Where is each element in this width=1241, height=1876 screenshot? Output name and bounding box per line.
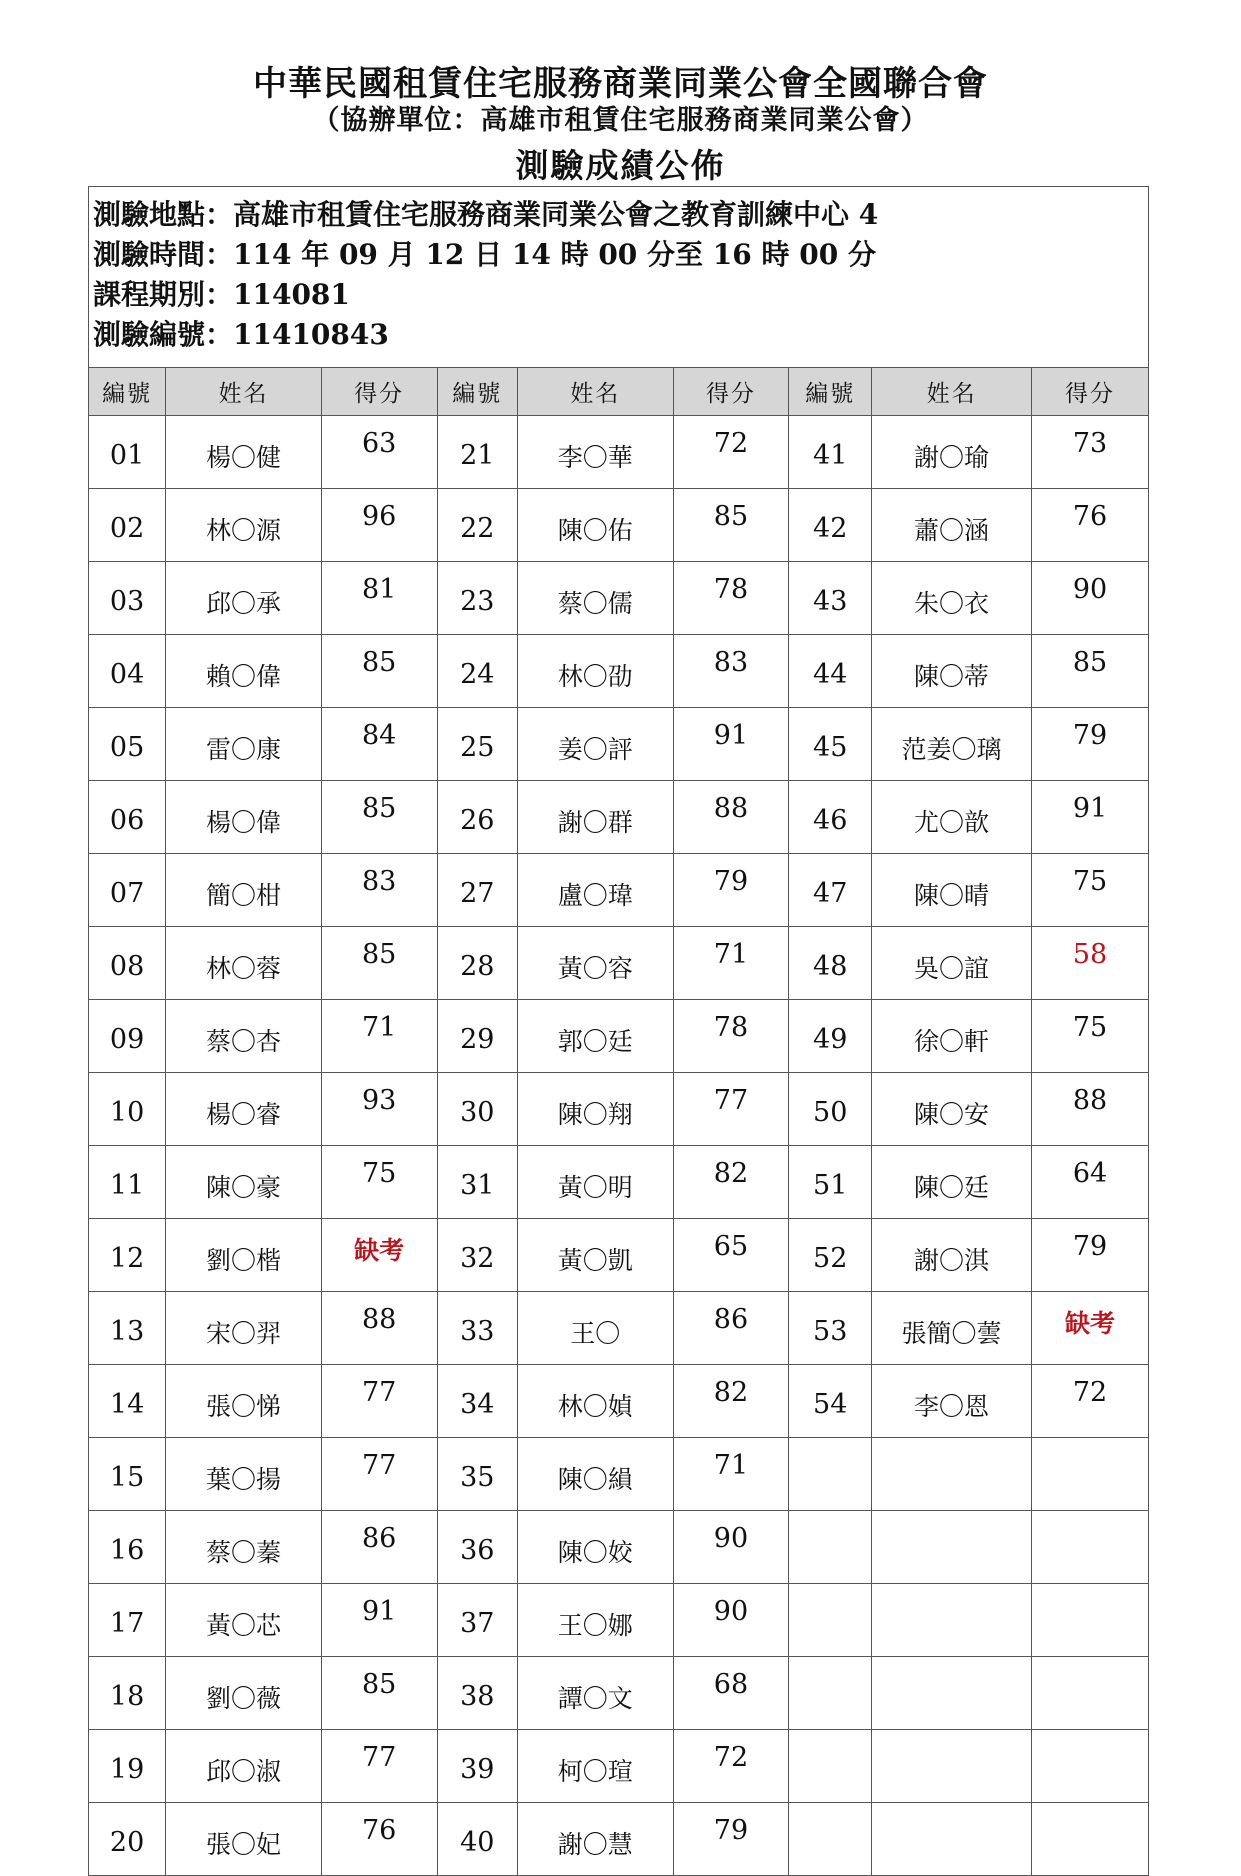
student-name: 劉〇楷 — [166, 1219, 322, 1292]
column-header: 得分 — [673, 368, 789, 416]
student-score: 71 — [673, 1438, 789, 1511]
student-score: 64 — [1032, 1146, 1149, 1219]
student-number: 05 — [89, 708, 166, 781]
student-name: 王〇 — [518, 1292, 674, 1365]
student-name: 李〇華 — [518, 416, 674, 489]
student-score: 58 — [1032, 927, 1149, 1000]
table-header-row — [89, 368, 1149, 416]
column-header: 姓名 — [166, 368, 322, 416]
student-number: 48 — [789, 927, 872, 1000]
student-score: 90 — [673, 1584, 789, 1657]
table-row — [89, 781, 1149, 854]
student-number: 41 — [789, 416, 872, 489]
student-score: 79 — [673, 854, 789, 927]
student-name: 楊〇偉 — [166, 781, 322, 854]
table-row — [89, 1803, 1149, 1876]
student-name: 徐〇軒 — [872, 1000, 1032, 1073]
student-score: 91 — [1032, 781, 1149, 854]
student-score: 72 — [1032, 1365, 1149, 1438]
student-number: 11 — [89, 1146, 166, 1219]
student-number: 54 — [789, 1365, 872, 1438]
student-score: 85 — [321, 781, 437, 854]
empty-cell — [872, 1730, 1032, 1803]
student-score: 90 — [673, 1511, 789, 1584]
student-score: 81 — [321, 562, 437, 635]
student-name: 謝〇群 — [518, 781, 674, 854]
student-number: 24 — [437, 635, 518, 708]
student-score: 77 — [321, 1730, 437, 1803]
empty-cell — [872, 1511, 1032, 1584]
student-name: 蔡〇蓁 — [166, 1511, 322, 1584]
empty-cell — [789, 1584, 872, 1657]
student-name: 張〇悌 — [166, 1365, 322, 1438]
student-score: 75 — [1032, 854, 1149, 927]
student-number: 43 — [789, 562, 872, 635]
student-number: 47 — [789, 854, 872, 927]
student-score: 79 — [1032, 708, 1149, 781]
student-number: 32 — [437, 1219, 518, 1292]
exam-time: 測驗時間：114 年 09 月 12 日 14 時 00 分至 16 時 00 分 — [93, 238, 876, 271]
student-number: 20 — [89, 1803, 166, 1876]
student-name: 楊〇健 — [166, 416, 322, 489]
student-score: 91 — [673, 708, 789, 781]
student-score: 63 — [321, 416, 437, 489]
student-score: 75 — [1032, 1000, 1149, 1073]
student-score: 72 — [673, 416, 789, 489]
student-number: 37 — [437, 1584, 518, 1657]
student-score: 78 — [673, 1000, 789, 1073]
student-number: 50 — [789, 1073, 872, 1146]
student-number: 29 — [437, 1000, 518, 1073]
exam-location: 測驗地點：高雄市租賃住宅服務商業同業公會之教育訓練中心 4 — [93, 198, 879, 231]
student-name: 邱〇承 — [166, 562, 322, 635]
student-number: 15 — [89, 1438, 166, 1511]
student-score: 79 — [673, 1803, 789, 1876]
student-name: 賴〇偉 — [166, 635, 322, 708]
table-row — [89, 1365, 1149, 1438]
score-table — [88, 367, 1149, 1876]
student-number: 51 — [789, 1146, 872, 1219]
course-period: 課程期別：114081 — [93, 278, 350, 311]
student-score: 96 — [321, 489, 437, 562]
student-score: 73 — [1032, 416, 1149, 489]
student-name: 陳〇安 — [872, 1073, 1032, 1146]
student-name: 宋〇羿 — [166, 1292, 322, 1365]
student-name: 柯〇瑄 — [518, 1730, 674, 1803]
table-row — [89, 708, 1149, 781]
student-score: 85 — [673, 489, 789, 562]
empty-cell — [789, 1730, 872, 1803]
student-name: 謝〇慧 — [518, 1803, 674, 1876]
student-name: 陳〇縜 — [518, 1438, 674, 1511]
student-number: 34 — [437, 1365, 518, 1438]
student-number: 19 — [89, 1730, 166, 1803]
student-number: 18 — [89, 1657, 166, 1730]
student-name: 范姜〇璃 — [872, 708, 1032, 781]
student-number: 23 — [437, 562, 518, 635]
table-row — [89, 635, 1149, 708]
table-row — [89, 1146, 1149, 1219]
student-number: 53 — [789, 1292, 872, 1365]
empty-cell — [789, 1657, 872, 1730]
student-name: 謝〇瑜 — [872, 416, 1032, 489]
table-row — [89, 1657, 1149, 1730]
table-row — [89, 927, 1149, 1000]
student-score: 72 — [673, 1730, 789, 1803]
column-header: 編號 — [789, 368, 872, 416]
student-name: 林〇源 — [166, 489, 322, 562]
student-name: 楊〇睿 — [166, 1073, 322, 1146]
student-score: 71 — [321, 1000, 437, 1073]
student-score: 84 — [321, 708, 437, 781]
student-number: 21 — [437, 416, 518, 489]
student-name: 張簡〇蕓 — [872, 1292, 1032, 1365]
empty-cell — [1032, 1657, 1149, 1730]
student-score: 76 — [1032, 489, 1149, 562]
student-name: 王〇娜 — [518, 1584, 674, 1657]
student-number: 03 — [89, 562, 166, 635]
student-name: 黃〇凱 — [518, 1219, 674, 1292]
student-score: 86 — [673, 1292, 789, 1365]
student-score: 91 — [321, 1584, 437, 1657]
student-number: 26 — [437, 781, 518, 854]
student-number: 45 — [789, 708, 872, 781]
student-name: 黃〇容 — [518, 927, 674, 1000]
student-score: 79 — [1032, 1219, 1149, 1292]
student-score: 75 — [321, 1146, 437, 1219]
column-header: 編號 — [437, 368, 518, 416]
student-name: 陳〇姣 — [518, 1511, 674, 1584]
student-number: 08 — [89, 927, 166, 1000]
student-name: 葉〇揚 — [166, 1438, 322, 1511]
table-row — [89, 416, 1149, 489]
student-name: 陳〇豪 — [166, 1146, 322, 1219]
column-header: 姓名 — [872, 368, 1032, 416]
student-number: 06 — [89, 781, 166, 854]
student-name: 張〇妃 — [166, 1803, 322, 1876]
empty-cell — [789, 1511, 872, 1584]
student-name: 邱〇淑 — [166, 1730, 322, 1803]
document-title: 中華民國租賃住宅服務商業同業公會全國聯合會 — [253, 64, 988, 104]
student-name: 郭〇廷 — [518, 1000, 674, 1073]
student-score: 85 — [321, 1657, 437, 1730]
student-score: 85 — [321, 927, 437, 1000]
student-number: 35 — [437, 1438, 518, 1511]
table-row — [89, 1292, 1149, 1365]
table-row — [89, 1219, 1149, 1292]
student-name: 黃〇芯 — [166, 1584, 322, 1657]
student-score: 82 — [673, 1146, 789, 1219]
column-header: 得分 — [1032, 368, 1149, 416]
student-score: 78 — [673, 562, 789, 635]
empty-cell — [872, 1438, 1032, 1511]
student-name: 林〇媜 — [518, 1365, 674, 1438]
student-name: 蕭〇涵 — [872, 489, 1032, 562]
student-score: 90 — [1032, 562, 1149, 635]
table-row — [89, 854, 1149, 927]
student-score: 83 — [673, 635, 789, 708]
table-row — [89, 1073, 1149, 1146]
exam-info-box — [88, 186, 1149, 367]
student-number: 02 — [89, 489, 166, 562]
table-row — [89, 1438, 1149, 1511]
student-name: 朱〇衣 — [872, 562, 1032, 635]
student-name: 陳〇晴 — [872, 854, 1032, 927]
student-number: 46 — [789, 781, 872, 854]
student-score: 88 — [673, 781, 789, 854]
student-name: 姜〇評 — [518, 708, 674, 781]
student-score: 83 — [321, 854, 437, 927]
student-name: 陳〇蒂 — [872, 635, 1032, 708]
student-number: 36 — [437, 1511, 518, 1584]
student-number: 27 — [437, 854, 518, 927]
student-number: 44 — [789, 635, 872, 708]
empty-cell — [1032, 1584, 1149, 1657]
student-name: 蔡〇儒 — [518, 562, 674, 635]
student-score: 93 — [321, 1073, 437, 1146]
student-score: 88 — [1032, 1073, 1149, 1146]
empty-cell — [1032, 1438, 1149, 1511]
empty-cell — [872, 1584, 1032, 1657]
student-name: 李〇恩 — [872, 1365, 1032, 1438]
table-row — [89, 1511, 1149, 1584]
student-name: 蔡〇杏 — [166, 1000, 322, 1073]
column-header: 姓名 — [518, 368, 674, 416]
student-name: 陳〇廷 — [872, 1146, 1032, 1219]
student-number: 12 — [89, 1219, 166, 1292]
student-number: 16 — [89, 1511, 166, 1584]
student-name: 謝〇淇 — [872, 1219, 1032, 1292]
empty-cell — [1032, 1803, 1149, 1876]
student-score: 缺考 — [1032, 1292, 1149, 1365]
student-name: 雷〇康 — [166, 708, 322, 781]
student-number: 30 — [437, 1073, 518, 1146]
student-score: 82 — [673, 1365, 789, 1438]
student-number: 17 — [89, 1584, 166, 1657]
table-row — [89, 1000, 1149, 1073]
student-score: 缺考 — [321, 1219, 437, 1292]
student-name: 黃〇明 — [518, 1146, 674, 1219]
student-name: 尤〇歆 — [872, 781, 1032, 854]
student-score: 71 — [673, 927, 789, 1000]
student-number: 42 — [789, 489, 872, 562]
column-header: 編號 — [89, 368, 166, 416]
document-heading: 測驗成績公佈 — [515, 146, 726, 185]
student-number: 31 — [437, 1146, 518, 1219]
table-row — [89, 562, 1149, 635]
student-name: 吳〇誼 — [872, 927, 1032, 1000]
student-name: 簡〇柑 — [166, 854, 322, 927]
student-score: 88 — [321, 1292, 437, 1365]
empty-cell — [789, 1803, 872, 1876]
table-row — [89, 1584, 1149, 1657]
empty-cell — [1032, 1511, 1149, 1584]
student-number: 04 — [89, 635, 166, 708]
student-number: 28 — [437, 927, 518, 1000]
student-number: 13 — [89, 1292, 166, 1365]
student-name: 陳〇翔 — [518, 1073, 674, 1146]
student-number: 10 — [89, 1073, 166, 1146]
student-number: 07 — [89, 854, 166, 927]
student-number: 52 — [789, 1219, 872, 1292]
student-number: 40 — [437, 1803, 518, 1876]
empty-cell — [789, 1438, 872, 1511]
student-score: 77 — [321, 1365, 437, 1438]
student-score: 68 — [673, 1657, 789, 1730]
student-name: 譚〇文 — [518, 1657, 674, 1730]
student-name: 陳〇佑 — [518, 489, 674, 562]
empty-cell — [1032, 1730, 1149, 1803]
student-score: 65 — [673, 1219, 789, 1292]
student-number: 39 — [437, 1730, 518, 1803]
document-subtitle: （協辦單位：高雄市租賃住宅服務商業同業公會） — [312, 105, 929, 136]
student-number: 14 — [89, 1365, 166, 1438]
table-row — [89, 489, 1149, 562]
student-number: 22 — [437, 489, 518, 562]
student-score: 76 — [321, 1803, 437, 1876]
student-number: 49 — [789, 1000, 872, 1073]
student-score: 77 — [673, 1073, 789, 1146]
student-number: 09 — [89, 1000, 166, 1073]
empty-cell — [872, 1803, 1032, 1876]
student-score: 86 — [321, 1511, 437, 1584]
student-number: 38 — [437, 1657, 518, 1730]
student-name: 盧〇瑋 — [518, 854, 674, 927]
empty-cell — [872, 1657, 1032, 1730]
student-score: 77 — [321, 1438, 437, 1511]
student-name: 林〇蓉 — [166, 927, 322, 1000]
student-number: 01 — [89, 416, 166, 489]
student-name: 林〇劭 — [518, 635, 674, 708]
exam-number: 測驗編號：11410843 — [93, 318, 389, 351]
student-score: 85 — [321, 635, 437, 708]
student-number: 33 — [437, 1292, 518, 1365]
student-number: 25 — [437, 708, 518, 781]
student-score: 85 — [1032, 635, 1149, 708]
student-name: 劉〇薇 — [166, 1657, 322, 1730]
table-row — [89, 1730, 1149, 1803]
column-header: 得分 — [321, 368, 437, 416]
